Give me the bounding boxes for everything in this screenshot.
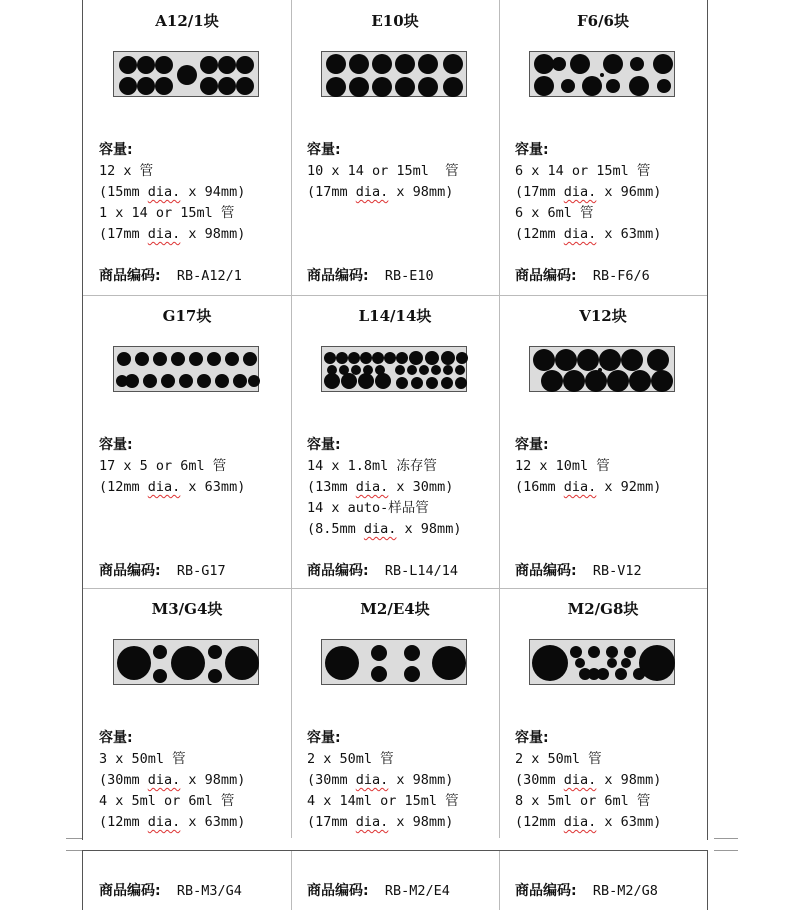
- capacity-label: 容量:: [99, 437, 133, 453]
- tube-hole: [326, 54, 346, 74]
- capacity-line: (12mm dia. x 63mm): [99, 479, 246, 495]
- capacity-line: 12 x 10ml 管: [515, 458, 610, 474]
- tube-hole: [324, 352, 336, 364]
- tube-hole: [372, 54, 392, 74]
- capacity-line: 12 x 管: [99, 163, 154, 179]
- tube-hole: [395, 77, 415, 97]
- tube-hole: [218, 56, 236, 74]
- product-code: 商品编码: RB-G17: [99, 563, 226, 579]
- capacity-line: 2 x 50ml 管: [307, 751, 394, 767]
- tube-hole: [606, 646, 618, 658]
- tube-hole: [407, 365, 417, 375]
- product-cell: [291, 588, 499, 838]
- page-break-mark: [66, 838, 82, 839]
- tube-hole: [651, 370, 673, 392]
- page-break-mark: [66, 850, 82, 851]
- capacity-label: 容量:: [307, 142, 341, 158]
- tube-hole: [607, 370, 629, 392]
- product-cell: [291, 0, 499, 295]
- tube-hole: [155, 77, 173, 95]
- tube-hole: [375, 373, 391, 389]
- tube-hole: [349, 77, 369, 97]
- product-title: G17块: [162, 307, 212, 325]
- capacity-label: 容量:: [99, 142, 133, 158]
- capacity-label: 容量:: [515, 142, 549, 158]
- tube-hole: [404, 666, 420, 682]
- tube-hole: [541, 370, 563, 392]
- tube-hole: [218, 77, 236, 95]
- product-cell: [291, 295, 499, 588]
- product-cell: [83, 295, 291, 588]
- tube-hole: [189, 352, 203, 366]
- tube-hole: [615, 668, 627, 680]
- tube-hole: [588, 646, 600, 658]
- tube-hole: [404, 645, 420, 661]
- product-code: 商品编码: RB-M2/G8: [515, 883, 658, 899]
- tube-hole: [117, 646, 151, 680]
- tube-hole: [375, 365, 385, 375]
- tube-hole: [588, 668, 600, 680]
- capacity-label: 容量:: [515, 437, 549, 453]
- rack-holes-diagram: [530, 347, 676, 393]
- tube-hole: [153, 669, 167, 683]
- capacity-spec: [307, 435, 461, 540]
- tube-hole: [443, 365, 453, 375]
- capacity-line: 8 x 5ml or 6ml 管: [515, 793, 651, 809]
- tube-hole: [327, 365, 337, 375]
- tube-hole: [630, 57, 644, 71]
- tube-hole: [207, 352, 221, 366]
- product-title: M2/G8块: [567, 600, 639, 618]
- tube-hole: [372, 352, 384, 364]
- capacity-line: 14 x auto-样品管: [307, 500, 429, 516]
- product-cell: [499, 0, 707, 295]
- tube-hole: [137, 77, 155, 95]
- capacity-line: 4 x 5ml or 6ml 管: [99, 793, 235, 809]
- capacity-spec: [307, 140, 459, 203]
- tube-hole: [208, 645, 222, 659]
- rack-holes-diagram: [530, 52, 676, 98]
- tube-hole: [600, 73, 604, 77]
- rack-block-image: [529, 639, 675, 685]
- capacity-label: 容量:: [99, 730, 133, 746]
- tube-hole: [233, 374, 247, 388]
- capacity-line: (12mm dia. x 63mm): [515, 226, 662, 242]
- product-title: V12块: [579, 307, 627, 325]
- capacity-label: 容量:: [307, 437, 341, 453]
- tube-hole: [555, 349, 577, 371]
- capacity-line: 6 x 14 or 15ml 管: [515, 163, 651, 179]
- page-break-mark: [714, 838, 738, 839]
- tube-hole: [582, 76, 602, 96]
- tube-hole: [384, 352, 396, 364]
- tube-hole: [395, 365, 405, 375]
- tube-hole: [171, 352, 185, 366]
- tube-hole: [225, 646, 259, 680]
- tube-hole: [621, 349, 643, 371]
- tube-hole: [552, 57, 566, 71]
- tube-hole: [349, 54, 369, 74]
- tube-hole: [371, 645, 387, 661]
- tube-hole: [419, 365, 429, 375]
- tube-hole: [456, 352, 468, 364]
- capacity-line: 17 x 5 or 6ml 管: [99, 458, 227, 474]
- tube-hole: [533, 349, 555, 371]
- tube-hole: [200, 77, 218, 95]
- rack-holes-diagram: [114, 640, 260, 686]
- product-cell: [499, 295, 707, 588]
- capacity-line: (8.5mm dia. x 98mm): [307, 521, 462, 537]
- tube-hole: [624, 646, 636, 658]
- rack-block-image: [321, 51, 467, 97]
- tube-hole: [599, 349, 621, 371]
- tube-hole: [432, 646, 466, 680]
- tube-hole: [575, 658, 585, 668]
- tube-hole: [153, 645, 167, 659]
- rack-block-image: [529, 51, 675, 97]
- tube-hole: [137, 56, 155, 74]
- tube-hole: [236, 77, 254, 95]
- tube-hole: [532, 645, 568, 681]
- product-title: M3/G4块: [151, 600, 223, 618]
- capacity-line: (17mm dia. x 96mm): [515, 184, 662, 200]
- product-code: 商品编码: RB-E10: [307, 268, 434, 284]
- rack-block-image: [113, 51, 259, 97]
- tube-hole: [153, 352, 167, 366]
- product-cell: [83, 0, 291, 295]
- tube-hole: [395, 54, 415, 74]
- tube-hole: [629, 76, 649, 96]
- tube-hole: [561, 79, 575, 93]
- tube-hole: [135, 352, 149, 366]
- tube-hole: [563, 370, 585, 392]
- tube-hole: [372, 77, 392, 97]
- capacity-spec: [99, 728, 245, 833]
- capacity-label: 容量:: [307, 730, 341, 746]
- tube-hole: [577, 349, 599, 371]
- tube-hole: [418, 77, 438, 97]
- tube-hole: [396, 352, 408, 364]
- capacity-line: (17mm dia. x 98mm): [307, 814, 454, 830]
- tube-hole: [570, 54, 590, 74]
- tube-hole: [598, 368, 602, 372]
- rack-block-image: [113, 639, 259, 685]
- tube-hole: [647, 349, 669, 371]
- rack-holes-diagram: [530, 640, 676, 686]
- product-code: 商品编码: RB-V12: [515, 563, 642, 579]
- product-code: 商品编码: RB-M3/G4: [99, 883, 242, 899]
- tube-hole: [431, 365, 441, 375]
- product-code: 商品编码: RB-A12/1: [99, 268, 242, 284]
- capacity-spec: [515, 435, 661, 498]
- capacity-spec: [515, 140, 661, 245]
- capacity-line: 1 x 14 or 15ml 管: [99, 205, 235, 221]
- capacity-spec: [99, 435, 245, 498]
- capacity-spec: [99, 140, 245, 245]
- tube-hole: [455, 365, 465, 375]
- tube-hole: [621, 658, 631, 668]
- rack-holes-diagram: [322, 640, 468, 686]
- product-title: F6/6块: [576, 12, 629, 30]
- product-code: 商品编码: RB-F6/6: [515, 268, 650, 284]
- tube-hole: [534, 76, 554, 96]
- capacity-line: 6 x 6ml 管: [515, 205, 594, 221]
- tube-hole: [197, 374, 211, 388]
- tube-hole: [570, 646, 582, 658]
- tube-hole: [225, 352, 239, 366]
- tube-hole: [441, 377, 453, 389]
- tube-hole: [243, 352, 257, 366]
- tube-hole: [171, 646, 205, 680]
- rack-block-image: [113, 346, 259, 392]
- tube-hole: [418, 54, 438, 74]
- tube-hole: [117, 352, 131, 366]
- tube-hole: [119, 56, 137, 74]
- product-title: L14/14块: [358, 307, 432, 325]
- tube-hole: [363, 365, 373, 375]
- tube-hole: [657, 79, 671, 93]
- tube-hole: [348, 352, 360, 364]
- tube-hole: [143, 374, 157, 388]
- tube-hole: [411, 377, 423, 389]
- tube-hole: [119, 77, 137, 95]
- rack-block-image: [321, 346, 467, 392]
- rack-holes-diagram: [322, 347, 468, 393]
- tube-hole: [116, 375, 128, 387]
- tube-hole: [341, 373, 357, 389]
- tube-hole: [534, 54, 554, 74]
- tube-hole: [179, 374, 193, 388]
- tube-hole: [426, 377, 438, 389]
- tube-hole: [155, 56, 173, 74]
- tube-hole: [441, 351, 455, 365]
- rack-block-image: [321, 639, 467, 685]
- tube-hole: [443, 77, 463, 97]
- capacity-line: (17mm dia. x 98mm): [99, 226, 246, 242]
- capacity-line: (17mm dia. x 98mm): [307, 184, 454, 200]
- rack-holes-diagram: [114, 347, 260, 393]
- tube-hole: [248, 375, 260, 387]
- capacity-line: 4 x 14ml or 15ml 管: [307, 793, 459, 809]
- capacity-label: 容量:: [515, 730, 549, 746]
- tube-hole: [603, 54, 623, 74]
- capacity-line: 14 x 1.8ml 冻存管: [307, 458, 437, 474]
- tube-hole: [606, 79, 620, 93]
- capacity-line: (30mm dia. x 98mm): [307, 772, 454, 788]
- tube-hole: [208, 669, 222, 683]
- column-divider: [291, 851, 292, 910]
- product-title: E10块: [371, 12, 419, 30]
- rack-holes-diagram: [114, 52, 260, 98]
- tube-hole: [324, 373, 340, 389]
- capacity-spec: [515, 728, 661, 833]
- product-code: 商品编码: RB-L14/14: [307, 563, 459, 579]
- tube-hole: [336, 352, 348, 364]
- capacity-line: 10 x 14 or 15ml 管: [307, 163, 459, 179]
- tube-hole: [371, 666, 387, 682]
- capacity-line: (30mm dia. x 98mm): [515, 772, 662, 788]
- tube-hole: [236, 56, 254, 74]
- tube-hole: [358, 373, 374, 389]
- tube-hole: [455, 377, 467, 389]
- tube-hole: [585, 370, 607, 392]
- tube-hole: [325, 646, 359, 680]
- tube-hole: [177, 65, 197, 85]
- tube-hole: [339, 365, 349, 375]
- rack-block-image: [529, 346, 675, 392]
- capacity-spec: [307, 728, 459, 833]
- product-cell: [499, 588, 707, 838]
- tube-hole: [653, 54, 673, 74]
- capacity-line: (12mm dia. x 63mm): [99, 814, 246, 830]
- tube-hole: [351, 365, 361, 375]
- tube-hole: [607, 658, 617, 668]
- tube-hole: [215, 374, 229, 388]
- tube-hole: [629, 370, 651, 392]
- tube-hole: [425, 351, 439, 365]
- tube-hole: [396, 377, 408, 389]
- capacity-line: (13mm dia. x 30mm): [307, 479, 454, 495]
- tube-hole: [326, 77, 346, 97]
- tube-hole: [443, 54, 463, 74]
- product-cell: [83, 588, 291, 838]
- product-title: M2/E4块: [360, 600, 430, 618]
- column-divider: [499, 851, 500, 910]
- tube-hole: [200, 56, 218, 74]
- tube-hole: [633, 668, 645, 680]
- rack-holes-diagram: [322, 52, 468, 98]
- page-break-mark: [714, 850, 738, 851]
- tube-hole: [409, 351, 423, 365]
- capacity-line: (16mm dia. x 92mm): [515, 479, 662, 495]
- product-code: 商品编码: RB-M2/E4: [307, 883, 450, 899]
- tube-hole: [161, 374, 175, 388]
- tube-hole: [360, 352, 372, 364]
- capacity-line: 3 x 50ml 管: [99, 751, 186, 767]
- product-title: A12/1块: [155, 12, 219, 30]
- capacity-line: 2 x 50ml 管: [515, 751, 602, 767]
- capacity-line: (30mm dia. x 98mm): [99, 772, 246, 788]
- capacity-line: (15mm dia. x 94mm): [99, 184, 246, 200]
- capacity-line: (12mm dia. x 63mm): [515, 814, 662, 830]
